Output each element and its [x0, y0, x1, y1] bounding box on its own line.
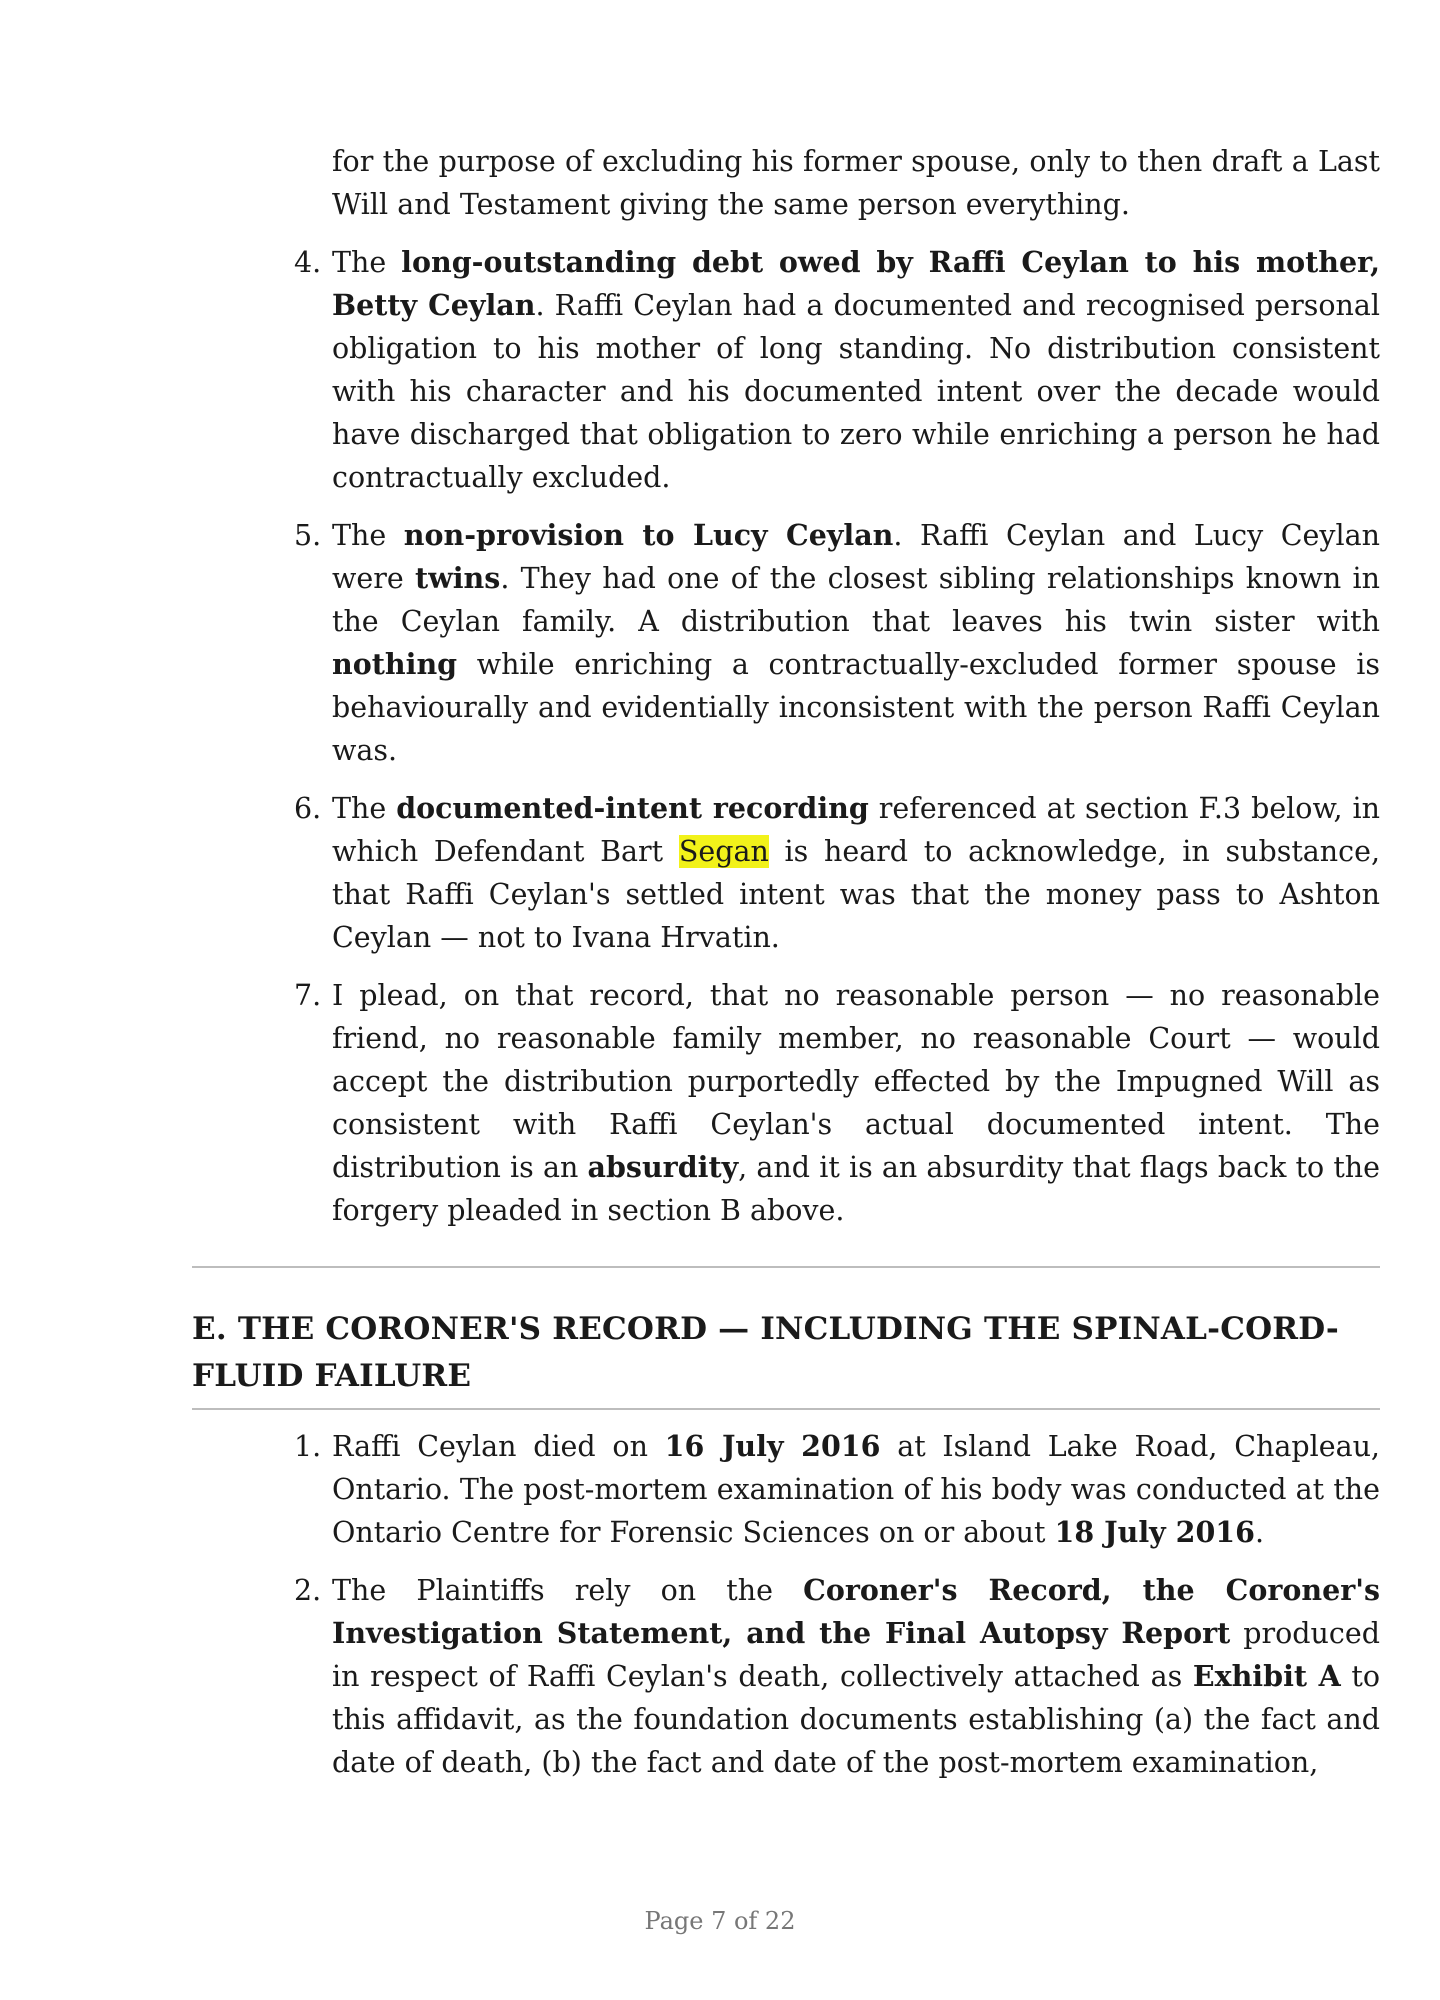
- bold-phrase: nothing: [332, 647, 458, 681]
- list-item-number: 5.: [294, 519, 322, 552]
- list-item: 6. The documented-intent recording referenced at section F.3 below, in which Defendant Bart Segan is heard to acknowledge, in substance, that Raffi Ceylan's settled intent was that the money pass to Ashton Ceylan — not to Ivana Hrvatin.: [332, 787, 1380, 959]
- page-content: [192, 140, 1380, 1784]
- bold-phrase: 18 July 2016: [1054, 1515, 1255, 1549]
- bold-phrase: twins: [415, 561, 501, 595]
- bold-phrase: non-provision to Lucy Ceylan: [403, 518, 894, 552]
- list-item-number: 6.: [294, 792, 322, 825]
- bold-phrase: Exhibit A: [1192, 1659, 1341, 1693]
- list-item: 7. I plead, on that record, that no reasonable person — no reasonable friend, no reasonable family member, no reasonable Court — would accept the distribution purportedly effected by the Impugned Will as consistent with Raffi Ceylan's actual documented intent. The distribution is an absurdity, and it is an absurdity that flags back to the forgery pleaded in section B above.: [332, 974, 1380, 1232]
- section-e-list: [192, 1425, 1380, 1784]
- bold-phrase: documented-intent recording: [396, 791, 869, 825]
- list-item: 1. Raffi Ceylan died on 16 July 2016 at Island Lake Road, Chapleau, Ontario. The post-mortem examination of his body was conducted at the Ontario Centre for Forensic Sciences on or about 18 July 2016.: [332, 1425, 1380, 1554]
- bold-phrase: long-outstanding debt owed by Raffi Ceylan to his mother, Betty Ceylan: [332, 245, 1381, 322]
- bold-phrase: absurdity: [587, 1150, 739, 1184]
- bold-phrase: Coroner's Record, the Coroner's Investigation Statement, and the Final Autopsy Report: [332, 1573, 1380, 1650]
- section-divider: [192, 1266, 1380, 1268]
- list-item-number: 2.: [294, 1574, 322, 1607]
- list-item-number: 4.: [294, 246, 322, 279]
- highlighted-word: Segan: [678, 835, 769, 868]
- list-item: 2. The Plaintiffs rely on the Coroner's Record, the Coroner's Investigation Statement, and the Final Autopsy Report produced in respect of Raffi Ceylan's death, collectively attached as Exhibit A to this affidavit, as the foundation documents establishing (a) the fact and date of death, (b) the fact and date of the post-mortem examination,: [332, 1569, 1380, 1784]
- section-d-list: [192, 241, 1380, 1232]
- heading-underline: [192, 1408, 1380, 1410]
- list-item-number: 1.: [294, 1430, 322, 1463]
- bold-phrase: 16 July 2016: [664, 1429, 881, 1463]
- list-item: 4. The long-outstanding debt owed by Raffi Ceylan to his mother, Betty Ceylan. Raffi Ceylan had a documented and recognised personal obligation to his mother of long standing. No distribution consistent with his character and his documented intent over the decade would have discharged that obligation to zero while enriching a person he had contractually excluded.: [332, 241, 1380, 499]
- page-number-footer: Page 7 of 22: [644, 1907, 796, 1935]
- list-item-number: 7.: [294, 979, 322, 1012]
- section-heading: E. THE CORONER'S RECORD — INCLUDING THE SPINAL-CORD-FLUID FAILURE: [192, 1311, 1339, 1394]
- carryover-paragraph: for the purpose of excluding his former spouse, only to then draft a Last Will and Testament giving the same person everything.: [332, 145, 1380, 221]
- list-item: 5. The non-provision to Lucy Ceylan. Raffi Ceylan and Lucy Ceylan were twins. They had one of the closest sibling relationships known in the Ceylan family. A distribution that leaves his twin sister with nothing while enriching a contractually-excluded former spouse is behaviourally and evidentially inconsistent with the person Raffi Ceylan was.: [332, 514, 1380, 772]
